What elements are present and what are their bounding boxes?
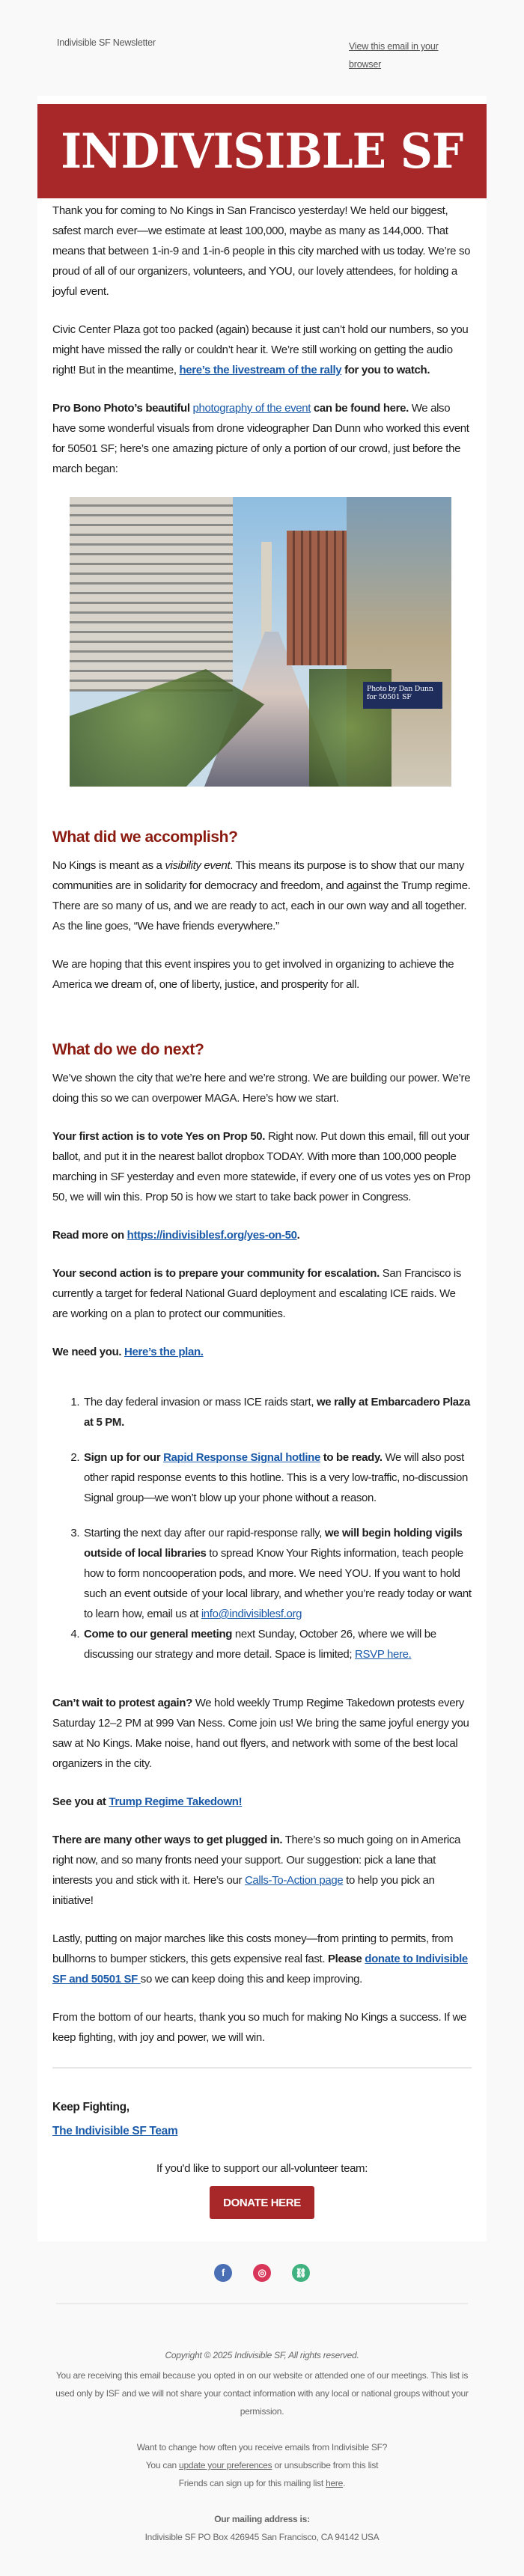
text: . bbox=[296, 1229, 300, 1242]
text: Pro Bono Photo’s beautiful bbox=[52, 402, 193, 415]
donate-link[interactable]: donate to Indivisible SF and 50501 SF bbox=[52, 1953, 468, 1986]
photography-link[interactable]: photography of the event bbox=[192, 402, 311, 415]
text: There’s so much going on in America right now, and so many fronts need your support. Our suggestion: pick a lane that interests you and stick with it. Here’s our bbox=[52, 1834, 460, 1887]
next-intro: We’ve shown the city that we’re here and we’re strong. We are building our power. We’re doing this so we can overpower MAGA. Here’s how we start. bbox=[52, 1072, 471, 1105]
logo-text: INDIVISIBLE SF bbox=[61, 123, 463, 180]
protest-paragraph bbox=[52, 1693, 472, 1774]
crowd-photo bbox=[70, 497, 451, 787]
text: Starting the next day after our rapid-response rally, bbox=[84, 1527, 325, 1539]
copyright: Copyright © 2025 Indivisible SF, All rights reserved. bbox=[165, 2350, 359, 2360]
see-you bbox=[52, 1792, 472, 1812]
address-label: Our mailing address is: bbox=[214, 2514, 310, 2524]
livestream-link[interactable]: here’s the livestream of the rally bbox=[179, 364, 342, 376]
text: we will begin holding vigils outside of local libraries bbox=[84, 1527, 463, 1560]
text: No Kings is meant as a bbox=[52, 859, 165, 872]
text: Sign up for our bbox=[84, 1451, 164, 1464]
text: visibility event bbox=[165, 859, 231, 872]
preferences-line bbox=[60, 2456, 464, 2474]
plan-link[interactable]: Here’s the plan. bbox=[124, 1346, 204, 1358]
text: Come to our general meeting bbox=[84, 1628, 233, 1640]
livestream-paragraph bbox=[52, 320, 472, 380]
text: next Sunday, October 26, where we will be discussing our strategy and more detail. Space is limited; bbox=[84, 1628, 436, 1661]
text: Lastly, putting on major marches like this costs money—from printing to permits, from bullhorns to bumper stickers, this gets expensive real fast. bbox=[52, 1932, 454, 1965]
closing-paragraph: From the bottom of our hearts, thank you so much for making No Kings a success. If we keep fighting, with joy and power, we will win. bbox=[52, 2011, 467, 2044]
need-you bbox=[52, 1342, 472, 1362]
rsvp-link[interactable]: RSVP here. bbox=[355, 1648, 412, 1661]
list-item bbox=[82, 1624, 472, 1664]
text: to be ready. bbox=[320, 1451, 383, 1464]
update-preferences-link[interactable]: update your preferences bbox=[179, 2460, 272, 2470]
text: Your first action is to vote Yes on Prop 50. bbox=[52, 1130, 266, 1143]
text: We need you. bbox=[52, 1346, 125, 1358]
list-item bbox=[82, 1392, 472, 1432]
text: Can’t wait to protest again? bbox=[52, 1697, 192, 1709]
yes-on-50-link[interactable]: https://indivisiblesf.org/yes-on-50 bbox=[127, 1229, 297, 1242]
text: We hold weekly Trump Regime Takedown protests every Saturday 12–2 PM at 999 Van Ness. Come join us! We bring the same joyful energy you saw at No Kings. Make noise, hand out flyers, and network with some of the best local organizers in the city. bbox=[52, 1697, 469, 1770]
text: Your second action is to prepare your community for escalation. bbox=[52, 1267, 380, 1280]
hoping-paragraph: We are hoping that this event inspires you to get involved in organizing to achieve the America we dream of, one of liberty, justice, and prosperity for all. bbox=[52, 958, 454, 991]
header-banner bbox=[37, 104, 487, 198]
link-icon[interactable]: ⛓ bbox=[292, 2264, 310, 2282]
reason-text: You are receiving this email because you opted in on our website or attended one of our meetings. This list is used only by ISF and we will not share your contact information with any local or national groups without your permission. bbox=[55, 2370, 469, 2417]
text: We will also post other rapid response events to this hotline. This is a very low-traffic, no-discussion Signal group—we won’t blow up your phone without a reason. bbox=[84, 1451, 468, 1504]
signal-hotline-link[interactable]: Rapid Response Signal hotline bbox=[163, 1451, 320, 1464]
signup-here-link[interactable]: here bbox=[326, 2478, 344, 2488]
photo-caption: Photo by Dan Dunn for 50501 SF bbox=[363, 682, 442, 709]
unsubscribe-text[interactable]: or unsubscribe from this list bbox=[272, 2460, 379, 2470]
team-link[interactable]: The Indivisible SF Team bbox=[52, 2125, 178, 2137]
second-action bbox=[52, 1263, 472, 1324]
visibility-paragraph bbox=[52, 855, 472, 936]
facebook-icon[interactable]: f bbox=[214, 2264, 232, 2282]
instagram-icon[interactable]: ◎ bbox=[253, 2264, 271, 2282]
email-body bbox=[52, 201, 472, 2219]
accomplish-heading: What did we accomplish? bbox=[52, 828, 238, 846]
text: to spread Know Your Rights information, teach people how to form noncooperation pods, and more. We need YOU. If you want to hold such an event outside of your local library, and whether you’re ready today or want to learn how, email us at bbox=[84, 1547, 472, 1620]
text: The day federal invasion or mass ICE raids start, bbox=[84, 1396, 317, 1408]
text: Read more on bbox=[52, 1229, 127, 1242]
text: so we can keep doing this and keep improving. bbox=[140, 1973, 362, 1986]
text: Please bbox=[328, 1953, 365, 1965]
list-item bbox=[82, 1523, 472, 1624]
text: we rally at Embarcadero Plaza at 5 PM. bbox=[84, 1396, 470, 1429]
text: San Francisco is currently a target for federal National Guard deployment and escalating ICE raids. We are working on a plan to protect our communities. bbox=[52, 1267, 462, 1320]
money-paragraph bbox=[52, 1929, 472, 1989]
donate-button[interactable]: DONATE HERE bbox=[210, 2186, 314, 2219]
photography-paragraph bbox=[52, 398, 472, 479]
signoff bbox=[52, 2096, 472, 2143]
text: Friends can sign up for this mailing list bbox=[178, 2478, 326, 2488]
text: for you to watch. bbox=[341, 364, 430, 376]
list-item bbox=[82, 1447, 472, 1508]
change-text: Want to change how often you receive emails from Indivisible SF? bbox=[136, 2442, 388, 2453]
text: We also have some wonderful visuals from drone videographer Dan Dunn who worked this event for 50501 SF; here’s one amazing picture of only a portion of our crowd, just before the march began: bbox=[52, 402, 469, 475]
text: Right now. Put down this email, fill out your ballot, and put it in the nearest ballot dropbox TODAY. With more than 100,000 people marching in SF yesterday and even more statewide, if every one of us votes yes on Prop 50, we will win this. Prop 50 is how we start to take back power in Congress. bbox=[52, 1130, 471, 1203]
social-links bbox=[0, 2241, 524, 2282]
plugged-paragraph bbox=[52, 1830, 472, 1911]
divider bbox=[52, 2067, 472, 2069]
text: There are many other ways to get plugged in. bbox=[52, 1834, 283, 1846]
newsletter-label: Indivisible SF Newsletter bbox=[57, 37, 156, 48]
view-in-browser-link[interactable]: View this email in your browser bbox=[349, 41, 439, 70]
support-text: If you'd like to support our all-volunteer team: bbox=[156, 2162, 368, 2175]
text: Civic Center Plaza got too packed (again) because it just can’t hold our numbers, so you might have missed the rally or couldn’t hear it. We’re still working on getting the audio right! But in the meantime, bbox=[52, 323, 469, 376]
mailing-address: Indivisible SF PO Box 426945 San Francisco, CA 94142 USA bbox=[144, 2532, 380, 2542]
text: to help you pick an initiative! bbox=[52, 1874, 435, 1907]
text: You can bbox=[145, 2460, 180, 2470]
footer bbox=[0, 2241, 524, 2576]
intro-paragraph: Thank you for coming to No Kings in San Francisco yesterday! We held our biggest, safest march ever—we estimate at least 100,000, maybe as many as 144,000. That means that between 1-in-9 and 1-in-6 people in this city marched with us today. We’re so proud of all of our organizers, volunteers, and YOU, our lovely attendees, for holding a joyful event. bbox=[52, 204, 471, 298]
calls-to-action-link[interactable]: Calls-To-Action page bbox=[244, 1874, 344, 1887]
preheader bbox=[0, 0, 524, 96]
text: . bbox=[343, 2478, 346, 2488]
takedown-link[interactable]: Trump Regime Takedown! bbox=[109, 1795, 243, 1808]
email-link[interactable]: info@indivisiblesf.org bbox=[201, 1608, 302, 1620]
action-list bbox=[82, 1392, 472, 1664]
friends-line bbox=[60, 2474, 464, 2492]
text: can be found here. bbox=[311, 402, 409, 415]
text: . This means its purpose is to show that our many communities are in solidarity for democracy and freedom, and against the Trump regime. There are so many of us, and we are ready to act, each in our own way and all together. As the line goes, “We have friends everywhere.” bbox=[52, 859, 471, 933]
read-more bbox=[52, 1225, 472, 1245]
first-action bbox=[52, 1126, 472, 1207]
text: See you at bbox=[52, 1795, 109, 1808]
next-heading: What do we do next? bbox=[52, 1041, 204, 1058]
support-section bbox=[52, 2158, 472, 2219]
signoff-line: Keep Fighting, bbox=[52, 2101, 130, 2113]
email-card bbox=[37, 96, 487, 2241]
